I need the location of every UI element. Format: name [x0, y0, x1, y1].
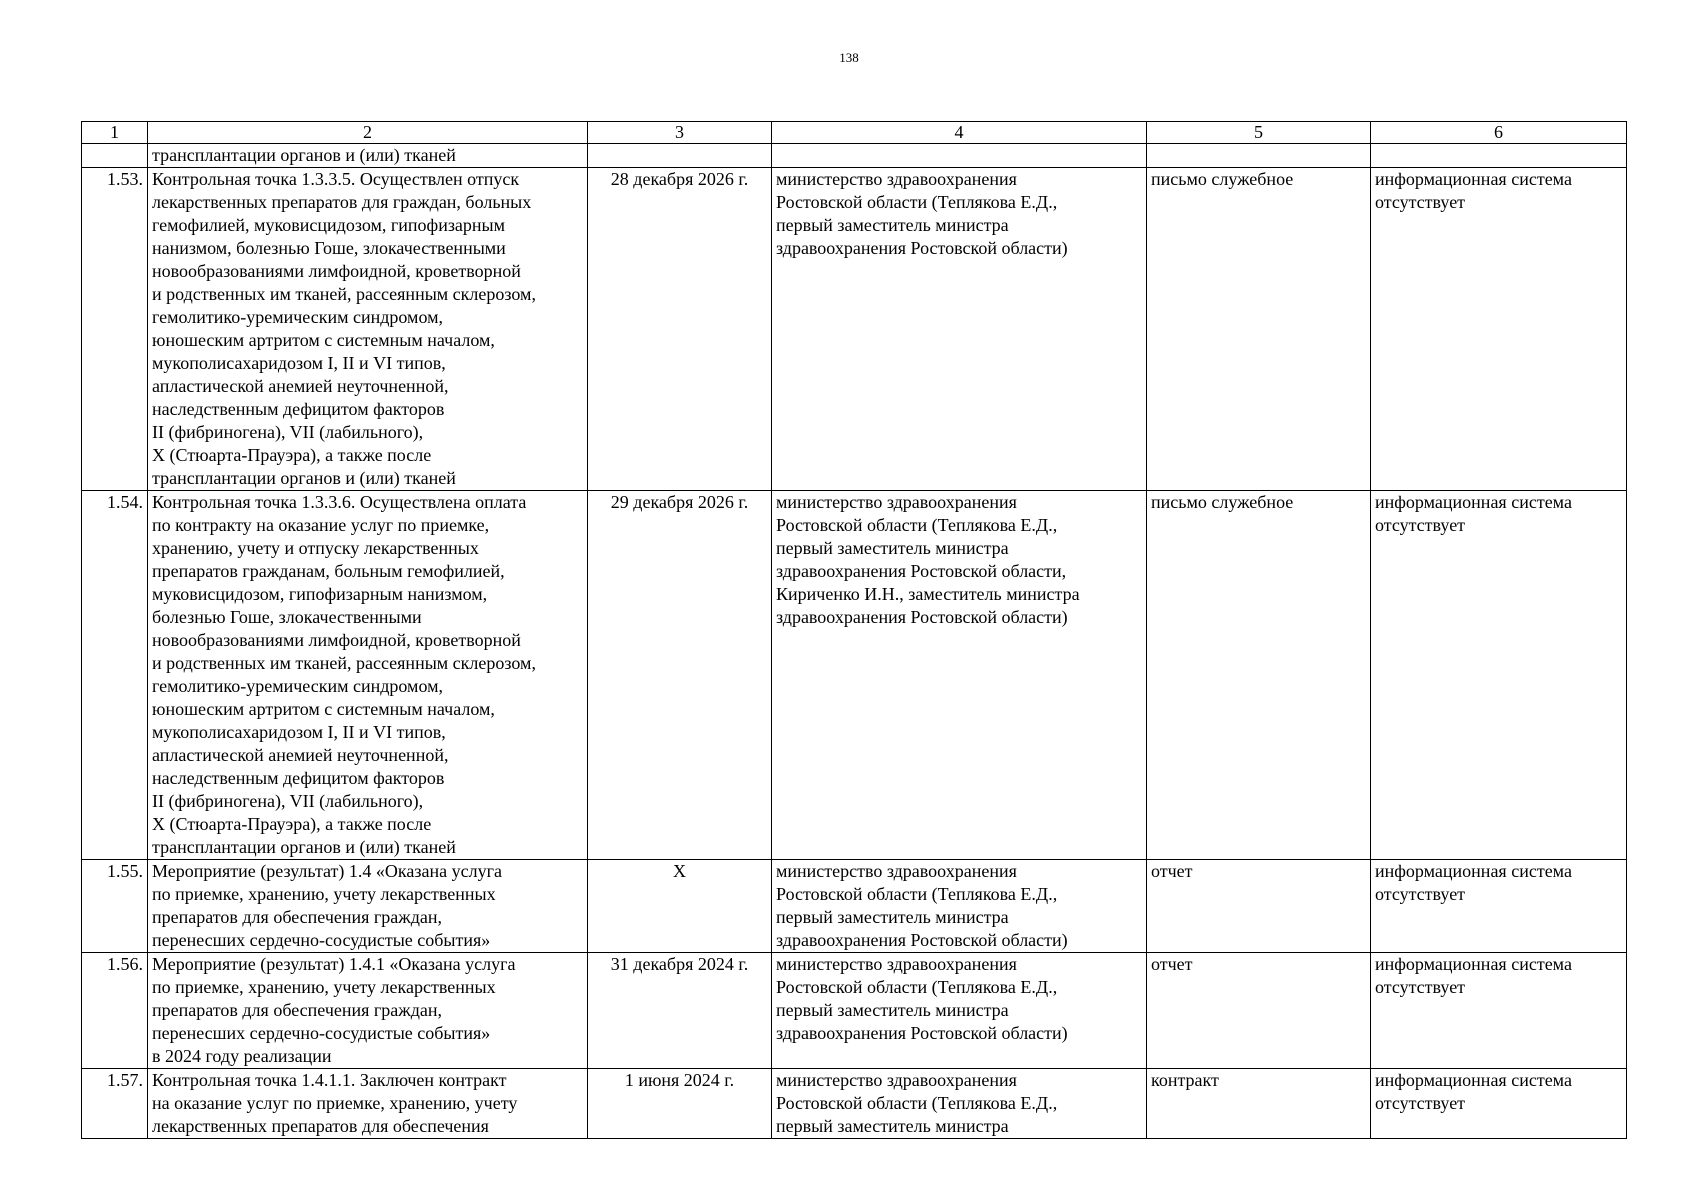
- text-line: по приемке, хранению, учету лекарственных: [152, 884, 496, 904]
- text-line: первый заместитель министра: [776, 907, 1009, 927]
- row-number-cell: 1.56.: [82, 953, 148, 1069]
- text-line: мукополисахаридозом I, II и VI типов,: [152, 722, 446, 742]
- text-line: министерство здравоохранения: [776, 492, 1017, 512]
- text-line: информационная система: [1375, 169, 1572, 189]
- description-cell: [148, 491, 588, 860]
- table-row: [82, 144, 1627, 168]
- text-line: лекарственных препаратов для граждан, больных: [152, 192, 532, 212]
- text-line: II (фибриногена), VII (лабильного),: [152, 422, 424, 442]
- text-line: Контрольная точка 1.4.1.1. Заключен контракт: [152, 1070, 507, 1090]
- text-line: новообразованиями лимфоидной, кроветворной: [152, 630, 521, 650]
- deadline-cell: X: [588, 860, 772, 953]
- text-line: препаратов для обеспечения граждан,: [152, 1000, 443, 1020]
- document-type-cell: отчет: [1147, 860, 1371, 953]
- page-number: 138: [839, 50, 859, 65]
- text-line: трансплантации органов и (или) тканей: [152, 837, 456, 857]
- text-line: Контрольная точка 1.3.3.5. Осуществлен отпуск: [152, 169, 520, 189]
- text-line: Ростовской области (Теплякова Е.Д.,: [776, 192, 1058, 212]
- row-number-cell: 1.54.: [82, 491, 148, 860]
- header-row: [82, 122, 1627, 144]
- description-cell: [148, 860, 588, 953]
- text-line: здравоохранения Ростовской области): [776, 238, 1068, 258]
- text-line: муковисцидозом, гипофизарным нанизмом,: [152, 584, 488, 604]
- text-line: по приемке, хранению, учету лекарственных: [152, 977, 496, 997]
- text-line: информационная система: [1375, 492, 1572, 512]
- text-line: юношеским артритом с системным началом,: [152, 699, 495, 719]
- text-line: гемолитико-уремическим синдромом,: [152, 676, 443, 696]
- text-line: Мероприятие (результат) 1.4 «Оказана услуга: [152, 861, 502, 881]
- responsible-cell: [772, 860, 1147, 953]
- table-row: [82, 168, 1627, 491]
- text-line: первый заместитель министра: [776, 1000, 1009, 1020]
- table-row: [82, 953, 1627, 1069]
- column-header: 6: [1371, 122, 1627, 144]
- text-line: Ростовской области (Теплякова Е.Д.,: [776, 977, 1058, 997]
- text-line: информационная система: [1375, 861, 1572, 881]
- text-line: первый заместитель министра: [776, 215, 1009, 235]
- row-number-cell: 1.55.: [82, 860, 148, 953]
- document-type-cell: [1147, 144, 1371, 168]
- deadline-cell: 29 декабря 2026 г.: [588, 491, 772, 860]
- column-header: 1: [82, 122, 148, 144]
- text-line: Контрольная точка 1.3.3.6. Осуществлена оплата: [152, 492, 527, 512]
- text-line: отсутствует: [1375, 884, 1466, 904]
- row-number-cell: 1.57.: [82, 1069, 148, 1139]
- text-line: здравоохранения Ростовской области): [776, 607, 1068, 627]
- document-type-cell: письмо служебное: [1147, 168, 1371, 491]
- responsible-cell: [772, 491, 1147, 860]
- responsible-cell: [772, 144, 1147, 168]
- text-line: Ростовской области (Теплякова Е.Д.,: [776, 1093, 1058, 1113]
- text-line: гемофилией, муковисцидозом, гипофизарным: [152, 215, 506, 235]
- text-line: наследственным дефицитом факторов: [152, 399, 445, 419]
- text-line: в 2024 году реализации: [152, 1046, 332, 1066]
- plan-table: [81, 121, 1627, 1139]
- text-line: отсутствует: [1375, 515, 1466, 535]
- text-line: министерство здравоохранения: [776, 1070, 1017, 1090]
- text-line: министерство здравоохранения: [776, 861, 1017, 881]
- description-cell: [148, 168, 588, 491]
- text-line: отсутствует: [1375, 192, 1466, 212]
- info-system-cell: [1371, 144, 1627, 168]
- row-number-cell: [82, 144, 148, 168]
- text-line: мукополисахаридозом I, II и VI типов,: [152, 353, 446, 373]
- text-line: информационная система: [1375, 954, 1572, 974]
- text-line: и родственных им тканей, рассеянным склерозом,: [152, 284, 536, 304]
- text-line: юношеским артритом с системным началом,: [152, 330, 495, 350]
- document-type-cell: отчет: [1147, 953, 1371, 1069]
- table-row: [82, 1069, 1627, 1139]
- text-line: первый заместитель министра: [776, 1116, 1009, 1136]
- column-header: 2: [148, 122, 588, 144]
- description-cell: [148, 1069, 588, 1139]
- text-line: министерство здравоохранения: [776, 954, 1017, 974]
- text-line: апластической анемией неуточненной,: [152, 376, 449, 396]
- text-line: здравоохранения Ростовской области): [776, 930, 1068, 950]
- info-system-cell: [1371, 860, 1627, 953]
- info-system-cell: [1371, 491, 1627, 860]
- text-line: информационная система: [1375, 1070, 1572, 1090]
- table-row: [82, 860, 1627, 953]
- text-line: препаратов для обеспечения граждан,: [152, 907, 443, 927]
- text-line: болезнью Гоше, злокачественными: [152, 607, 422, 627]
- text-line: перенесших сердечно-сосудистые события»: [152, 930, 491, 950]
- deadline-cell: 28 декабря 2026 г.: [588, 168, 772, 491]
- text-line: лекарственных препаратов для обеспечения: [152, 1116, 489, 1136]
- info-system-cell: [1371, 953, 1627, 1069]
- text-line: отсутствует: [1375, 977, 1466, 997]
- column-header: 3: [588, 122, 772, 144]
- description-cell: [148, 953, 588, 1069]
- responsible-cell: [772, 1069, 1147, 1139]
- text-line: и родственных им тканей, рассеянным склерозом,: [152, 653, 536, 673]
- column-header: 4: [772, 122, 1147, 144]
- text-line: препаратов гражданам, больным гемофилией,: [152, 561, 505, 581]
- info-system-cell: [1371, 1069, 1627, 1139]
- row-number-cell: 1.53.: [82, 168, 148, 491]
- responsible-cell: [772, 953, 1147, 1069]
- table-row: [82, 491, 1627, 860]
- document-type-cell: письмо служебное: [1147, 491, 1371, 860]
- text-line: хранению, учету и отпуску лекарственных: [152, 538, 479, 558]
- column-header: 5: [1147, 122, 1371, 144]
- deadline-cell: 1 июня 2024 г.: [588, 1069, 772, 1139]
- text-line: наследственным дефицитом факторов: [152, 768, 445, 788]
- text-line: гемолитико-уремическим синдромом,: [152, 307, 443, 327]
- document-type-cell: контракт: [1147, 1069, 1371, 1139]
- text-line: нанизмом, болезнью Гоше, злокачественными: [152, 238, 506, 258]
- text-line: здравоохранения Ростовской области,: [776, 561, 1067, 581]
- text-line: II (фибриногена), VII (лабильного),: [152, 791, 424, 811]
- description-cell: [148, 144, 588, 168]
- text-line: трансплантации органов и (или) тканей: [152, 468, 456, 488]
- text-line: Кириченко И.Н., заместитель министра: [776, 584, 1080, 604]
- text-line: по контракту на оказание услуг по приемке,: [152, 515, 490, 535]
- text-line: здравоохранения Ростовской области): [776, 1023, 1068, 1043]
- responsible-cell: [772, 168, 1147, 491]
- text-line: первый заместитель министра: [776, 538, 1009, 558]
- text-line: X (Стюарта-Прауэра), а также после: [152, 445, 432, 465]
- text-line: X (Стюарта-Прауэра), а также после: [152, 814, 432, 834]
- text-line: новообразованиями лимфоидной, кроветворной: [152, 261, 521, 281]
- text-line: апластической анемией неуточненной,: [152, 745, 449, 765]
- text-line: перенесших сердечно-сосудистые события»: [152, 1023, 491, 1043]
- text-line: трансплантации органов и (или) тканей: [152, 145, 456, 165]
- text-line: на оказание услуг по приемке, хранению, учету: [152, 1093, 518, 1113]
- text-line: Ростовской области (Теплякова Е.Д.,: [776, 884, 1058, 904]
- deadline-cell: 31 декабря 2024 г.: [588, 953, 772, 1069]
- text-line: отсутствует: [1375, 1093, 1466, 1113]
- info-system-cell: [1371, 168, 1627, 491]
- text-line: министерство здравоохранения: [776, 169, 1017, 189]
- deadline-cell: [588, 144, 772, 168]
- text-line: Ростовской области (Теплякова Е.Д.,: [776, 515, 1058, 535]
- text-line: Мероприятие (результат) 1.4.1 «Оказана услуга: [152, 954, 516, 974]
